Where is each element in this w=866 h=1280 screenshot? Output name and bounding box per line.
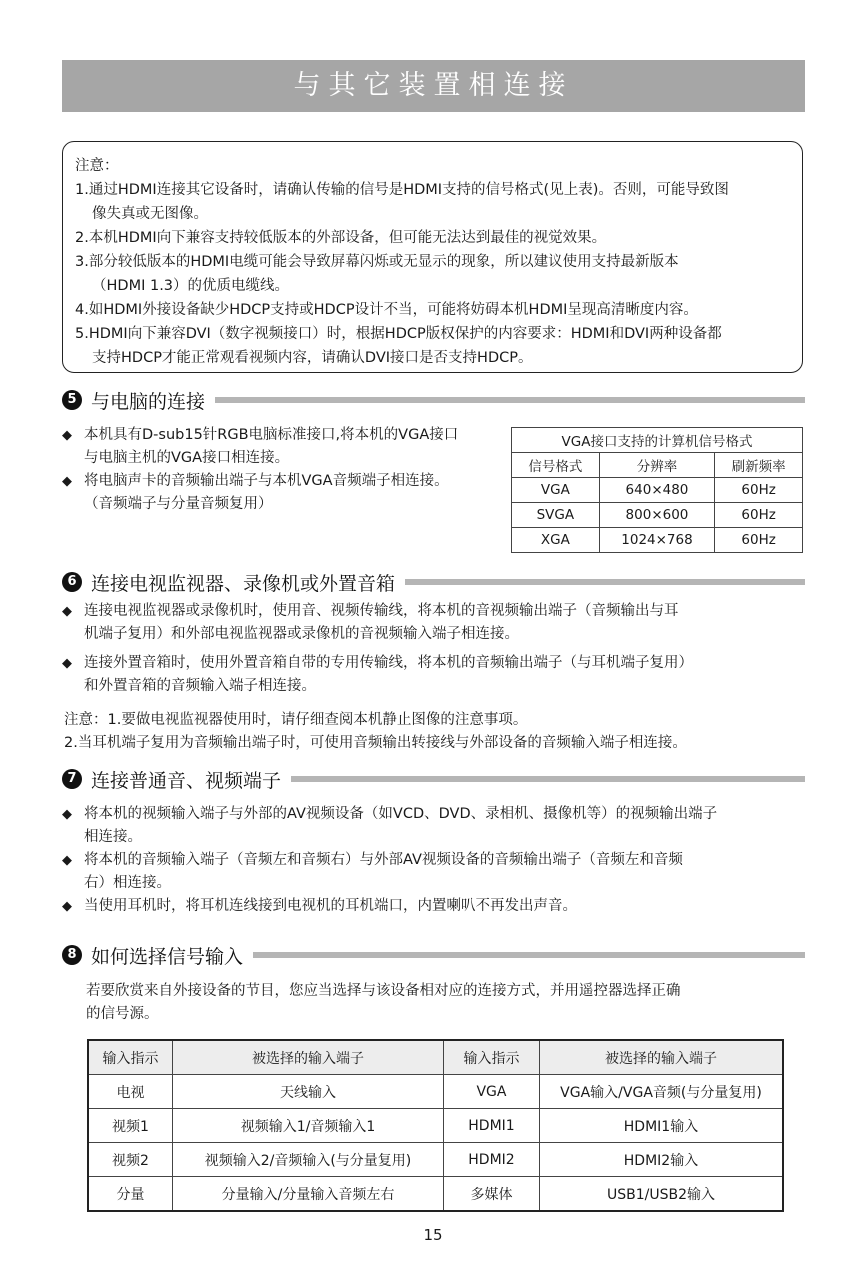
table-cell: HDMI1 (444, 1109, 540, 1143)
vga-format-table (511, 427, 803, 553)
table-cell: 视频2 (88, 1143, 173, 1177)
section-6-bullet-1 (62, 600, 807, 646)
section-5-bullets (62, 424, 502, 516)
section-8-heading (62, 942, 805, 968)
signal-table-header: 被选择的输入端子 (540, 1040, 784, 1075)
section-6-number: 6 (62, 572, 82, 592)
bullet-line: ◆ 将本机的视频输入端子与外部的AV视频设备（如VCD、DVD、录相机、摄像机等）的视频输出端子 (84, 806, 718, 822)
table-cell: 分量 (88, 1177, 173, 1212)
section-6-note-1: 注意：1.要做电视监视器使用时，请仔细查阅本机静止图像的注意事项。 (64, 712, 528, 728)
table-cell: 电视 (88, 1075, 173, 1109)
table-cell: HDMI1输入 (540, 1109, 784, 1143)
table-row (88, 1075, 783, 1109)
section-8-intro (86, 980, 806, 1026)
section-5-heading (62, 387, 805, 413)
signal-table-header: 输入指示 (88, 1040, 173, 1075)
vga-table-header: 刷新频率 (715, 453, 803, 478)
note-item-5: 5.HDMI向下兼容DVI（数字视频接口）时，根据HDCP版权保护的内容要求：HDMI和DVI两种设备都 (75, 326, 722, 342)
table-row (512, 478, 803, 503)
table-row (512, 528, 803, 553)
section-6-bullet-2 (62, 652, 807, 698)
table-cell: 800×600 (599, 503, 715, 528)
section-8-intro-line: 的信号源。 (86, 1006, 159, 1022)
page-title-banner (62, 60, 805, 112)
section-7-title: 连接普通音、视频端子 (91, 769, 282, 792)
signal-table-header: 输入指示 (444, 1040, 540, 1075)
section-8-intro-line: 若要欣赏来自外接设备的节目，您应当选择与该设备相对应的连接方式，并用遥控器选择正确 (86, 983, 681, 999)
table-cell: 1024×768 (599, 528, 715, 553)
table-cell: SVGA (512, 503, 600, 528)
section-7-heading (62, 766, 805, 792)
section-5-title: 与电脑的连接 (91, 390, 206, 413)
section-7-number: 7 (62, 769, 82, 789)
note-item-1: 1.通过HDMI连接其它设备时，请确认传输的信号是HDMI支持的信号格式(见上表)。否则，可能导致图 (75, 182, 729, 198)
note-item-3: 3.部分较低版本的HDMI电缆可能会导致屏幕闪烁或无显示的现象，所以建议使用支持最新版本 (75, 254, 679, 270)
bullet-line: ◆ 将电脑声卡的音频输出端子与本机VGA音频端子相连接。 (84, 473, 449, 489)
signal-table-header: 被选择的输入端子 (173, 1040, 444, 1075)
table-cell: VGA输入/VGA音频(与分量复用) (540, 1075, 784, 1109)
bullet-line: ◆ 将本机的音频输入端子（音频左和音频右）与外部AV视频设备的音频输出端子（音频左和音频 (84, 852, 683, 868)
note-item-1-cont: 像失真或无图像。 (92, 206, 208, 222)
table-cell: 60Hz (715, 528, 803, 553)
bullet-line: 机端子复用）和外部电视监视器或录像机的音视频输入端子相连接。 (84, 626, 519, 642)
section-5-number: 5 (62, 390, 82, 410)
vga-table-header: 信号格式 (512, 453, 600, 478)
table-cell: 视频输入1/音频输入1 (173, 1109, 444, 1143)
table-cell: 640×480 (599, 478, 715, 503)
section-5-bullet-1 (62, 424, 502, 470)
bullet-line: ◆ 连接电视监视器或录像机时，使用音、视频传输线，将本机的音视频输出端子（音频输出与耳 (84, 603, 679, 619)
bullet-line: ◆ 本机具有D-sub15针RGB电脑标准接口,将本机的VGA接口 (84, 427, 459, 443)
note-item-2: 2.本机HDMI向下兼容支持较低版本的外部设备，但可能无法达到最佳的视觉效果。 (75, 230, 607, 246)
table-cell: XGA (512, 528, 600, 553)
table-row (512, 503, 803, 528)
table-row (88, 1109, 783, 1143)
section-8-number: 8 (62, 945, 82, 965)
notes-box (62, 141, 803, 373)
signal-input-table (87, 1039, 784, 1212)
table-row (88, 1177, 783, 1212)
bullet-line: 和外置音箱的音频输入端子相连接。 (84, 678, 316, 694)
table-cell: VGA (444, 1075, 540, 1109)
section-7-bullet-2 (62, 849, 807, 895)
section-5-rule (215, 397, 805, 403)
section-7-bullet-1 (62, 803, 807, 849)
table-cell: 分量输入/分量输入音频左右 (173, 1177, 444, 1212)
section-6-notes (64, 709, 804, 755)
vga-table-caption: VGA接口支持的计算机信号格式 (512, 428, 803, 453)
section-6-title: 连接电视监视器、录像机或外置音箱 (91, 572, 396, 595)
section-6-heading (62, 569, 805, 595)
table-cell: 多媒体 (444, 1177, 540, 1212)
table-cell: 天线输入 (173, 1075, 444, 1109)
section-5-bullet-2 (62, 470, 502, 516)
notes-header: 注意： (75, 158, 119, 174)
bullet-line: 相连接。 (84, 829, 142, 845)
bullet-line: （音频端子与分量音频复用） (84, 496, 273, 512)
table-cell: 60Hz (715, 478, 803, 503)
note-item-5-cont: 支持HDCP才能正常观看视频内容，请确认DVI接口是否支持HDCP。 (92, 350, 533, 366)
page-title: 与其它装置相连接 (293, 70, 574, 101)
section-6-bullets (62, 600, 807, 698)
table-cell: 60Hz (715, 503, 803, 528)
note-item-4: 4.如HDMI外接设备缺少HDCP支持或HDCP设计不当，可能将妨碍本机HDMI呈现高清晰度内容。 (75, 302, 698, 318)
section-8-title: 如何选择信号输入 (91, 945, 244, 968)
table-cell: 视频输入2/音频输入(与分量复用) (173, 1143, 444, 1177)
page-number: 15 (423, 1226, 443, 1244)
vga-table-header: 分辨率 (599, 453, 715, 478)
note-item-3-cont: （HDMI 1.3）的优质电缆线。 (92, 278, 290, 294)
section-8-rule (253, 952, 805, 958)
section-7-rule (291, 776, 805, 782)
table-cell: HDMI2 (444, 1143, 540, 1177)
section-7-bullets (62, 803, 807, 918)
section-6-rule (405, 579, 805, 585)
bullet-line: 与电脑主机的VGA接口相连接。 (84, 450, 290, 466)
bullet-line: ◆ 连接外置音箱时，使用外置音箱自带的专用传输线，将本机的音频输出端子（与耳机端子复用） (84, 655, 693, 671)
section-7-bullet-3 (62, 895, 807, 918)
table-cell: USB1/USB2输入 (540, 1177, 784, 1212)
table-cell: 视频1 (88, 1109, 173, 1143)
bullet-line: ◆ 当使用耳机时，将耳机连线接到电视机的耳机端口，内置喇叭不再发出声音。 (84, 898, 577, 914)
table-cell: VGA (512, 478, 600, 503)
bullet-line: 右）相连接。 (84, 875, 171, 891)
table-cell: HDMI2输入 (540, 1143, 784, 1177)
table-row (88, 1143, 783, 1177)
section-6-note-2: 2.当耳机端子复用为音频输出端子时，可使用音频输出转接线与外部设备的音频输入端子相连接。 (64, 735, 687, 751)
